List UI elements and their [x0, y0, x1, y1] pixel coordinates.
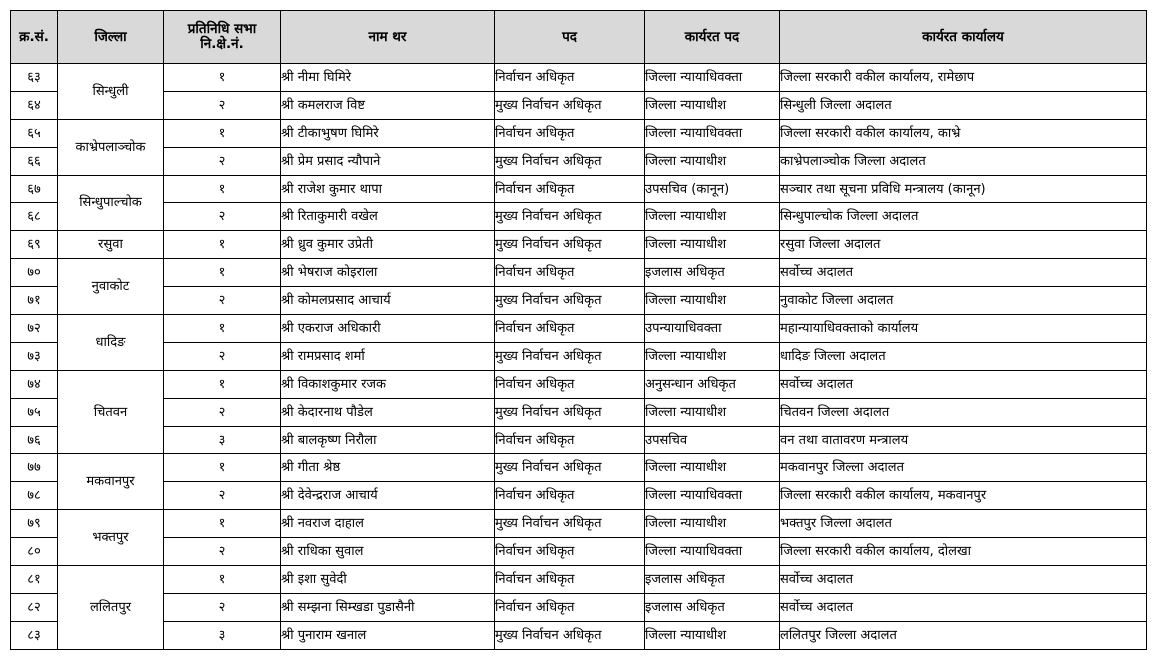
- table-row: [11, 342, 1147, 370]
- district-cell: नुवाकोट: [58, 259, 164, 315]
- election-role-cell: निर्वाचन अधिकृत: [495, 538, 645, 566]
- officer-name-cell: श्री सम्झना सिम्खडा पुडासैनी: [281, 593, 495, 621]
- current-office-cell: जिल्ला सरकारी वकील कार्यालय, मकवानपुर: [780, 482, 1147, 510]
- current-post-cell: जिल्ला न्यायाधीश: [645, 203, 780, 231]
- constituency-number-cell: १: [164, 454, 281, 482]
- constituency-number-cell: २: [164, 538, 281, 566]
- district-cell: ललितपुर: [58, 566, 164, 650]
- table-row: [11, 398, 1147, 426]
- election-officer-table: [10, 10, 1147, 650]
- constituency-number-cell: २: [164, 91, 281, 119]
- table-row: [11, 315, 1147, 343]
- officer-name-cell: श्री भेषराज कोइराला: [281, 259, 495, 287]
- officer-name-cell: श्री बालकृष्ण निरौला: [281, 426, 495, 454]
- district-cell: धादिङ: [58, 315, 164, 371]
- district-cell: सिन्धुपाल्चोक: [58, 175, 164, 231]
- serial-number-cell: ६६: [11, 147, 58, 175]
- election-role-cell: निर्वाचन अधिकृत: [495, 119, 645, 147]
- current-office-cell: सर्वोच्च अदालत: [780, 566, 1147, 594]
- table-body: [11, 64, 1147, 650]
- current-post-cell: इजलास अधिकृत: [645, 566, 780, 594]
- election-role-cell: निर्वाचन अधिकृत: [495, 566, 645, 594]
- serial-number-cell: ८२: [11, 593, 58, 621]
- election-role-cell: मुख्य निर्वाचन अधिकृत: [495, 510, 645, 538]
- table-row: [11, 259, 1147, 287]
- current-post-cell: जिल्ला न्यायाधीश: [645, 398, 780, 426]
- constituency-number-cell: १: [164, 175, 281, 203]
- current-post-cell: उपन्यायाधिवक्ता: [645, 315, 780, 343]
- election-role-cell: निर्वाचन अधिकृत: [495, 482, 645, 510]
- current-post-cell: जिल्ला न्यायाधीश: [645, 342, 780, 370]
- serial-number-cell: ८०: [11, 538, 58, 566]
- constituency-number-cell: १: [164, 510, 281, 538]
- current-post-cell: जिल्ला न्यायाधिवक्ता: [645, 119, 780, 147]
- officer-name-cell: श्री टीकाभुषण घिमिरे: [281, 119, 495, 147]
- district-cell: चितवन: [58, 370, 164, 454]
- officer-name-cell: श्री गीता श्रेष्ठ: [281, 454, 495, 482]
- officer-name-cell: श्री इशा सुवेदी: [281, 566, 495, 594]
- district-cell: भक्तपुर: [58, 510, 164, 566]
- election-role-cell: मुख्य निर्वाचन अधिकृत: [495, 91, 645, 119]
- current-office-cell: ललितपुर जिल्ला अदालत: [780, 621, 1147, 649]
- election-role-cell: निर्वाचन अधिकृत: [495, 64, 645, 92]
- table-row: [11, 64, 1147, 92]
- serial-number-cell: ६५: [11, 119, 58, 147]
- current-office-cell: सर्वोच्च अदालत: [780, 370, 1147, 398]
- constituency-number-cell: १: [164, 119, 281, 147]
- current-post-cell: जिल्ला न्यायाधीश: [645, 287, 780, 315]
- constituency-number-cell: २: [164, 593, 281, 621]
- current-post-cell: जिल्ला न्यायाधीश: [645, 91, 780, 119]
- table-row: [11, 482, 1147, 510]
- table-row: [11, 566, 1147, 594]
- serial-number-cell: ७८: [11, 482, 58, 510]
- officer-name-cell: श्री ध्रुव कुमार उप्रेती: [281, 231, 495, 259]
- district-cell: मकवानपुर: [58, 454, 164, 510]
- current-office-cell: सिन्धुपाल्चोक जिल्ला अदालत: [780, 203, 1147, 231]
- election-role-cell: निर्वाचन अधिकृत: [495, 370, 645, 398]
- constituency-number-cell: २: [164, 287, 281, 315]
- serial-number-cell: ७६: [11, 426, 58, 454]
- current-office-cell: भक्तपुर जिल्ला अदालत: [780, 510, 1147, 538]
- serial-number-cell: ७७: [11, 454, 58, 482]
- serial-number-cell: ७१: [11, 287, 58, 315]
- table-row: [11, 510, 1147, 538]
- election-role-cell: मुख्य निर्वाचन अधिकृत: [495, 231, 645, 259]
- serial-number-cell: ६७: [11, 175, 58, 203]
- table-row: [11, 147, 1147, 175]
- current-office-cell: नुवाकोट जिल्ला अदालत: [780, 287, 1147, 315]
- current-office-cell: धादिङ जिल्ला अदालत: [780, 342, 1147, 370]
- election-role-cell: निर्वाचन अधिकृत: [495, 315, 645, 343]
- table-row: [11, 454, 1147, 482]
- election-role-cell: निर्वाचन अधिकृत: [495, 426, 645, 454]
- current-post-cell: जिल्ला न्यायाधिवक्ता: [645, 64, 780, 92]
- table-header-row: [11, 11, 1147, 64]
- constituency-number-cell: १: [164, 259, 281, 287]
- officer-name-cell: श्री कोमलप्रसाद आचार्य: [281, 287, 495, 315]
- header-constituency-line2: नि.क्षे.नं.: [200, 36, 244, 52]
- constituency-number-cell: १: [164, 231, 281, 259]
- election-role-cell: निर्वाचन अधिकृत: [495, 175, 645, 203]
- district-cell: काभ्रेपलाञ्चोक: [58, 119, 164, 175]
- officer-name-cell: श्री कमलराज विष्ट: [281, 91, 495, 119]
- election-role-cell: मुख्य निर्वाचन अधिकृत: [495, 203, 645, 231]
- table-row: [11, 175, 1147, 203]
- current-post-cell: जिल्ला न्यायाधीश: [645, 510, 780, 538]
- table-row: [11, 621, 1147, 649]
- serial-number-cell: ६३: [11, 64, 58, 92]
- header-district: जिल्ला: [58, 11, 164, 64]
- table-row: [11, 91, 1147, 119]
- serial-number-cell: ७२: [11, 315, 58, 343]
- constituency-number-cell: १: [164, 315, 281, 343]
- constituency-number-cell: २: [164, 398, 281, 426]
- current-post-cell: इजलास अधिकृत: [645, 593, 780, 621]
- header-name: नाम थर: [281, 11, 495, 64]
- officer-name-cell: श्री नवराज दाहाल: [281, 510, 495, 538]
- constituency-number-cell: १: [164, 566, 281, 594]
- current-post-cell: जिल्ला न्यायाधिवक्ता: [645, 538, 780, 566]
- current-office-cell: जिल्ला सरकारी वकील कार्यालय, काभ्रे: [780, 119, 1147, 147]
- election-role-cell: मुख्य निर्वाचन अधिकृत: [495, 621, 645, 649]
- current-office-cell: महान्यायाधिवक्ताको कार्यालय: [780, 315, 1147, 343]
- constituency-number-cell: १: [164, 370, 281, 398]
- officer-name-cell: श्री राजेश कुमार थापा: [281, 175, 495, 203]
- table-row: [11, 231, 1147, 259]
- current-post-cell: उपसचिव: [645, 426, 780, 454]
- table-row: [11, 426, 1147, 454]
- current-office-cell: सिन्धुली जिल्ला अदालत: [780, 91, 1147, 119]
- current-office-cell: काभ्रेपलाञ्चोक जिल्ला अदालत: [780, 147, 1147, 175]
- election-role-cell: निर्वाचन अधिकृत: [495, 593, 645, 621]
- officer-name-cell: श्री रामप्रसाद शर्मा: [281, 342, 495, 370]
- current-post-cell: अनुसन्धान अधिकृत: [645, 370, 780, 398]
- serial-number-cell: ७९: [11, 510, 58, 538]
- table-row: [11, 203, 1147, 231]
- officer-name-cell: श्री विकाशकुमार रजक: [281, 370, 495, 398]
- officer-name-cell: श्री प्रेम प्रसाद न्यौपाने: [281, 147, 495, 175]
- constituency-number-cell: १: [164, 64, 281, 92]
- serial-number-cell: ७३: [11, 342, 58, 370]
- election-role-cell: मुख्य निर्वाचन अधिकृत: [495, 287, 645, 315]
- table-row: [11, 287, 1147, 315]
- current-office-cell: चितवन जिल्ला अदालत: [780, 398, 1147, 426]
- election-role-cell: मुख्य निर्वाचन अधिकृत: [495, 398, 645, 426]
- table-row: [11, 370, 1147, 398]
- current-office-cell: सर्वोच्च अदालत: [780, 593, 1147, 621]
- officer-name-cell: श्री नीमा घिमिरे: [281, 64, 495, 92]
- header-constituency-line1: प्रतिनिधि सभा: [187, 21, 257, 37]
- officer-name-cell: श्री रिताकुमारी वखेल: [281, 203, 495, 231]
- current-post-cell: जिल्ला न्यायाधीश: [645, 231, 780, 259]
- serial-number-cell: ६८: [11, 203, 58, 231]
- serial-number-cell: ७०: [11, 259, 58, 287]
- document-sheet: [10, 10, 1147, 650]
- current-office-cell: मकवानपुर जिल्ला अदालत: [780, 454, 1147, 482]
- current-office-cell: जिल्ला सरकारी वकील कार्यालय, दोलखा: [780, 538, 1147, 566]
- constituency-number-cell: ३: [164, 621, 281, 649]
- constituency-number-cell: २: [164, 342, 281, 370]
- current-post-cell: जिल्ला न्यायाधिवक्ता: [645, 482, 780, 510]
- district-cell: सिन्धुली: [58, 64, 164, 120]
- table-row: [11, 538, 1147, 566]
- current-office-cell: वन तथा वातावरण मन्त्रालय: [780, 426, 1147, 454]
- officer-name-cell: श्री देवेन्द्रराज आचार्य: [281, 482, 495, 510]
- election-role-cell: मुख्य निर्वाचन अधिकृत: [495, 342, 645, 370]
- header-current-post: कार्यरत पद: [645, 11, 780, 64]
- serial-number-cell: ६९: [11, 231, 58, 259]
- header-serial-number: क्र.सं.: [11, 11, 58, 64]
- current-office-cell: सञ्चार तथा सूचना प्रविधि मन्त्रालय (कानून): [780, 175, 1147, 203]
- constituency-number-cell: ३: [164, 426, 281, 454]
- officer-name-cell: श्री राधिका सुवाल: [281, 538, 495, 566]
- current-post-cell: जिल्ला न्यायाधीश: [645, 621, 780, 649]
- current-office-cell: सर्वोच्च अदालत: [780, 259, 1147, 287]
- constituency-number-cell: २: [164, 147, 281, 175]
- election-role-cell: मुख्य निर्वाचन अधिकृत: [495, 147, 645, 175]
- officer-name-cell: श्री एकराज अधिकारी: [281, 315, 495, 343]
- header-role: पद: [495, 11, 645, 64]
- current-post-cell: जिल्ला न्यायाधीश: [645, 147, 780, 175]
- header-current-office: कार्यरत कार्यालय: [780, 11, 1147, 64]
- current-office-cell: रसुवा जिल्ला अदालत: [780, 231, 1147, 259]
- header-constituency: [164, 11, 281, 64]
- serial-number-cell: ७४: [11, 370, 58, 398]
- table-row: [11, 593, 1147, 621]
- serial-number-cell: ७५: [11, 398, 58, 426]
- current-post-cell: इजलास अधिकृत: [645, 259, 780, 287]
- serial-number-cell: ८१: [11, 566, 58, 594]
- officer-name-cell: श्री पुनाराम खनाल: [281, 621, 495, 649]
- election-role-cell: निर्वाचन अधिकृत: [495, 259, 645, 287]
- election-role-cell: मुख्य निर्वाचन अधिकृत: [495, 454, 645, 482]
- constituency-number-cell: २: [164, 482, 281, 510]
- constituency-number-cell: २: [164, 203, 281, 231]
- serial-number-cell: ६४: [11, 91, 58, 119]
- current-post-cell: जिल्ला न्यायाधीश: [645, 454, 780, 482]
- district-cell: रसुवा: [58, 231, 164, 259]
- serial-number-cell: ८३: [11, 621, 58, 649]
- current-office-cell: जिल्ला सरकारी वकील कार्यालय, रामेछाप: [780, 64, 1147, 92]
- current-post-cell: उपसचिव (कानून): [645, 175, 780, 203]
- officer-name-cell: श्री केदारनाथ पौडेल: [281, 398, 495, 426]
- table-row: [11, 119, 1147, 147]
